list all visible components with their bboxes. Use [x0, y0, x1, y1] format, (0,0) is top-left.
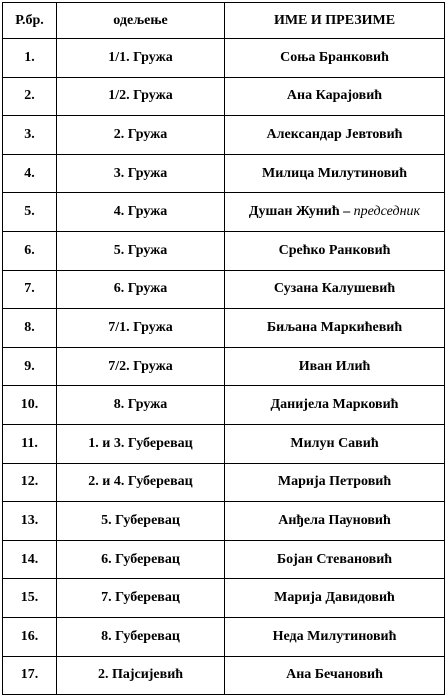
table-body	[3, 39, 445, 695]
row-full-name	[225, 540, 445, 579]
row-full-name	[225, 193, 445, 232]
row-department: 2. и 4. Губеревац	[57, 463, 225, 502]
row-department: 2. Пајсијевић	[57, 656, 225, 695]
person-name: Марија Давидовић	[274, 590, 395, 606]
row-number: 9.	[3, 347, 57, 386]
header-number: Р.бр.	[3, 3, 57, 39]
table-row	[3, 463, 445, 502]
person-name: Соња Бранковић	[280, 49, 389, 65]
row-number: 11.	[3, 424, 57, 463]
table-row	[3, 347, 445, 386]
person-name: Милун Савић	[290, 435, 379, 451]
person-name: Анђела Пауновић	[278, 512, 391, 528]
row-full-name	[225, 463, 445, 502]
row-department: 4. Гружа	[57, 193, 225, 232]
row-department: 7/2. Гружа	[57, 347, 225, 386]
table-row	[3, 502, 445, 541]
row-number: 13.	[3, 502, 57, 541]
person-name: Биљана Маркићевић	[266, 319, 403, 335]
row-number: 7.	[3, 270, 57, 309]
row-number: 5.	[3, 193, 57, 232]
row-department: 6. Гружа	[57, 270, 225, 309]
table-row	[3, 193, 445, 232]
row-full-name	[225, 116, 445, 155]
table-row	[3, 309, 445, 348]
person-name: Данијела Марковић	[270, 397, 399, 413]
table-row	[3, 656, 445, 695]
row-department: 1/1. Гружа	[57, 39, 225, 78]
row-department: 5. Гружа	[57, 231, 225, 270]
header-full-name: ИМЕ И ПРЕЗИМЕ	[225, 3, 445, 39]
person-name: Марија Петровић	[277, 474, 392, 490]
table-row	[3, 231, 445, 270]
table-row	[3, 540, 445, 579]
header-row	[3, 3, 445, 39]
table-row	[3, 77, 445, 116]
person-role: председник	[353, 204, 421, 220]
person-name: Ана Карајовић	[286, 88, 383, 104]
table-row	[3, 154, 445, 193]
person-name: Сузана Калушевић	[273, 281, 396, 297]
row-department: 8. Губеревац	[57, 617, 225, 656]
row-department: 2. Гружа	[57, 116, 225, 155]
row-number: 16.	[3, 617, 57, 656]
row-department: 7/1. Гружа	[57, 309, 225, 348]
table-row	[3, 386, 445, 425]
row-department: 6. Губеревац	[57, 540, 225, 579]
row-number: 8.	[3, 309, 57, 348]
row-department: 1. и 3. Губеревац	[57, 424, 225, 463]
row-department: 7. Губеревац	[57, 579, 225, 618]
row-number: 3.	[3, 116, 57, 155]
row-department: 3. Гружа	[57, 154, 225, 193]
row-full-name	[225, 309, 445, 348]
members-table	[2, 2, 445, 695]
row-full-name	[225, 502, 445, 541]
person-name: Александар Јевтовић	[266, 126, 403, 142]
person-name: Милица Милутиновић	[262, 165, 407, 181]
person-name: Душан Жунић –	[248, 204, 354, 220]
table-row	[3, 39, 445, 78]
row-full-name	[225, 617, 445, 656]
row-full-name	[225, 656, 445, 695]
person-name: Ана Бечановић	[286, 667, 383, 683]
table-row	[3, 617, 445, 656]
row-full-name	[225, 347, 445, 386]
row-department: 8. Гружа	[57, 386, 225, 425]
row-number: 15.	[3, 579, 57, 618]
row-department: 5. Губеревац	[57, 502, 225, 541]
row-full-name	[225, 424, 445, 463]
table-row	[3, 116, 445, 155]
table-row	[3, 579, 445, 618]
row-full-name	[225, 39, 445, 78]
person-name: Срећко Ранковић	[278, 242, 391, 258]
row-number: 12.	[3, 463, 57, 502]
row-number: 2.	[3, 77, 57, 116]
person-name: Бојан Стевановић	[276, 551, 393, 567]
person-name: Неда Милутиновић	[272, 628, 397, 644]
person-name: Иван Илић	[298, 358, 371, 374]
row-full-name	[225, 579, 445, 618]
row-full-name	[225, 77, 445, 116]
row-number: 10.	[3, 386, 57, 425]
row-department: 1/2. Гружа	[57, 77, 225, 116]
row-full-name	[225, 154, 445, 193]
table-row	[3, 270, 445, 309]
row-number: 6.	[3, 231, 57, 270]
header-department: одељење	[57, 3, 225, 39]
row-full-name	[225, 231, 445, 270]
row-full-name	[225, 386, 445, 425]
table-row	[3, 424, 445, 463]
row-number: 17.	[3, 656, 57, 695]
row-full-name	[225, 270, 445, 309]
row-number: 1.	[3, 39, 57, 78]
row-number: 14.	[3, 540, 57, 579]
row-number: 4.	[3, 154, 57, 193]
